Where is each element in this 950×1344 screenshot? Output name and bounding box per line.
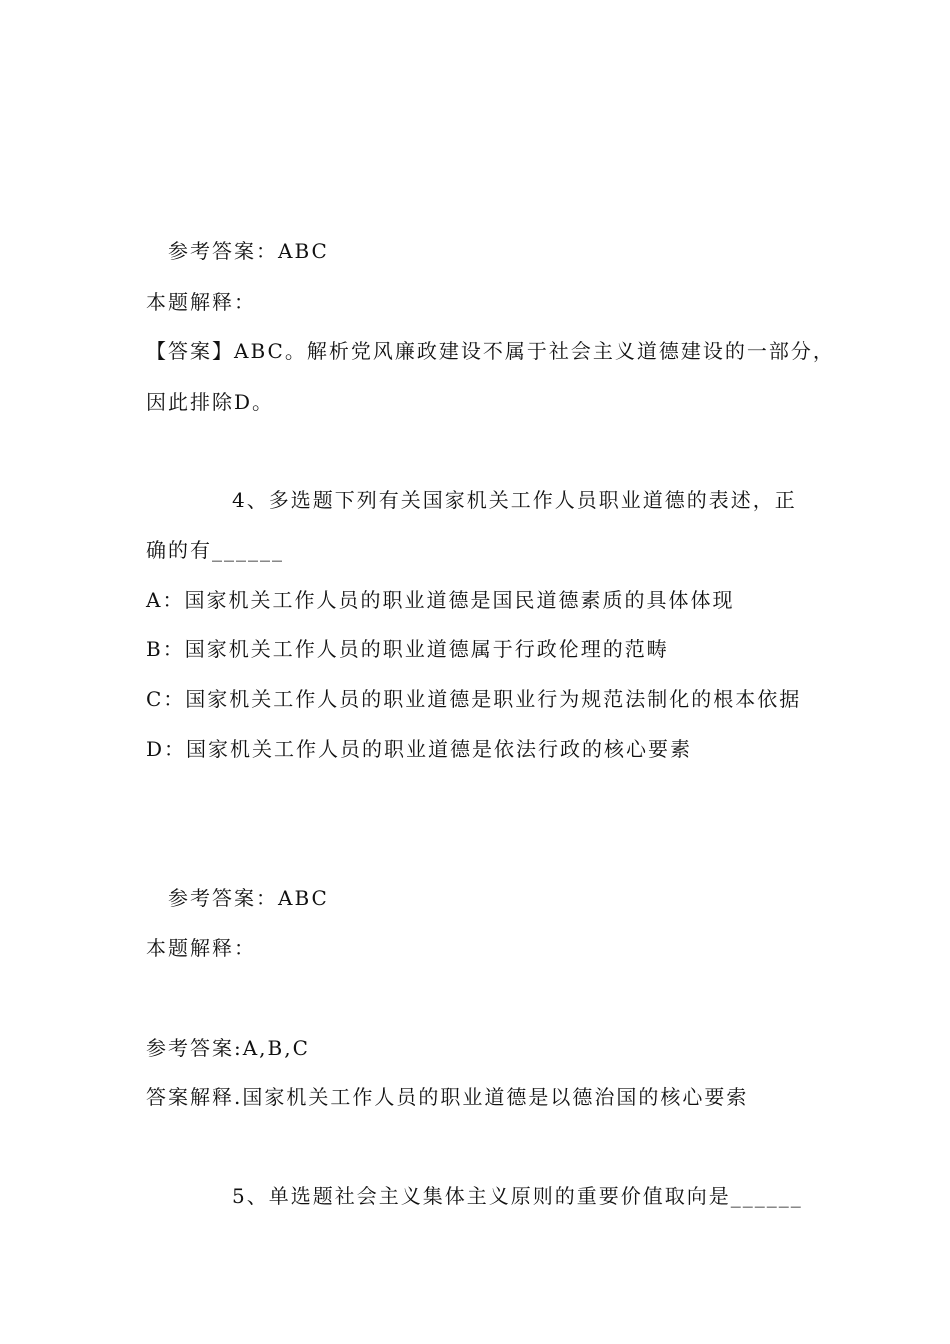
q4-explanation-label: 本题解释： [146, 936, 256, 960]
q4-option-c: C：国家机关工作人员的职业道德是职业行为规范法制化的根本依据 [146, 687, 802, 711]
q4-stem-line-1: 4、多选题下列有关国家机关工作人员职业道德的表述，正 [232, 488, 797, 512]
q4-option-d: D：国家机关工作人员的职业道德是依法行政的核心要素 [146, 737, 693, 761]
q4-option-b: B：国家机关工作人员的职业道德属于行政伦理的范畴 [146, 637, 669, 661]
q5-stem-line-1: 5、单选题社会主义集体主义原则的重要价值取向是______ [232, 1184, 803, 1208]
q3-explanation-line-1: 【答案】ABC。解析党风廉政建设不属于社会主义道德建设的一部分， [146, 339, 835, 363]
q3-explanation-line-2: 因此排除D。 [146, 390, 275, 414]
q4-answer-alt: 参考答案:A,B,C [146, 1036, 310, 1060]
q4-answer-reference: 参考答案：ABC [168, 886, 329, 910]
q4-option-a: A：国家机关工作人员的职业道德是国民道德素质的具体体现 [146, 588, 735, 612]
q4-stem-line-2: 确的有______ [146, 538, 284, 562]
q3-explanation-label: 本题解释： [146, 290, 256, 314]
q3-answer-reference: 参考答案：ABC [168, 239, 329, 263]
q4-explanation-alt: 答案解释.国家机关工作人员的职业道德是以德治国的核心要索 [146, 1085, 749, 1109]
